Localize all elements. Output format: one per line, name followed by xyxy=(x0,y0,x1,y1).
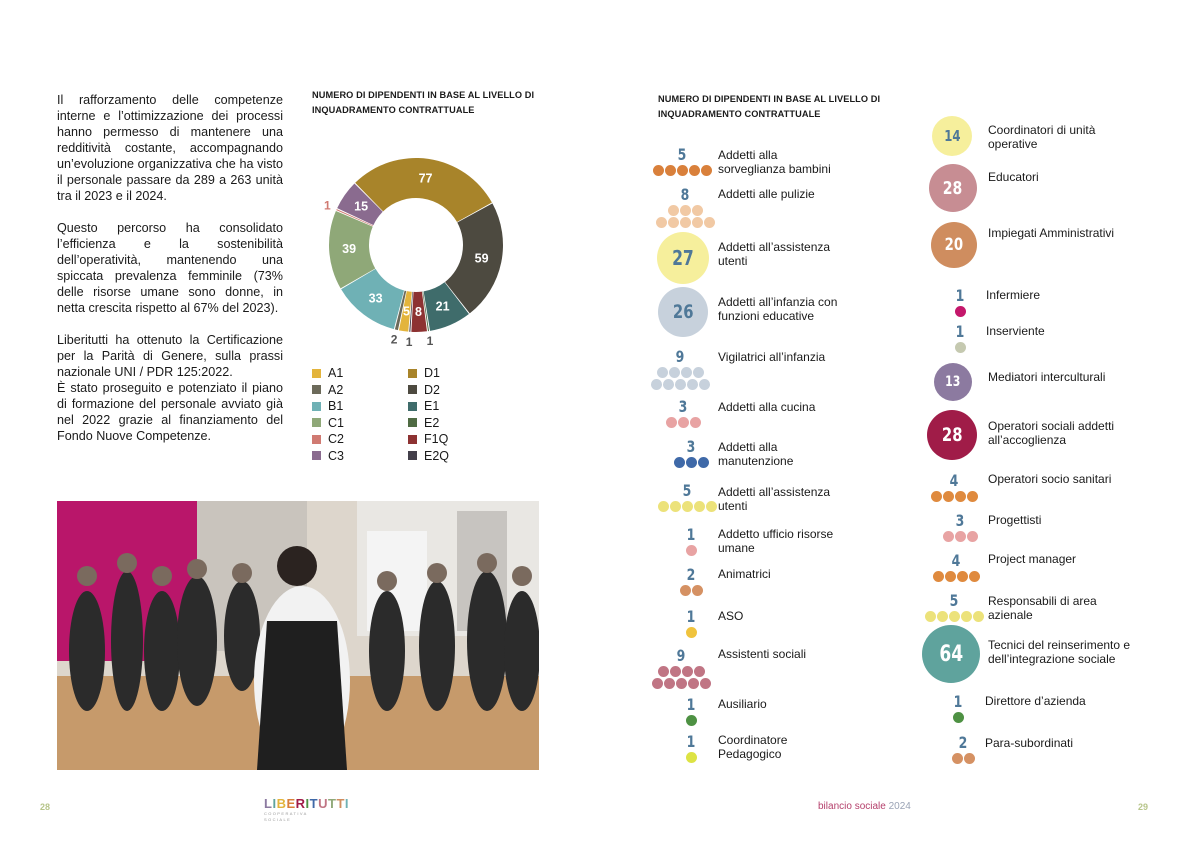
role-count: 4 xyxy=(951,551,961,570)
logo-wordmark xyxy=(264,796,350,811)
role-dot xyxy=(688,678,699,689)
legend-item-e2 xyxy=(408,416,439,430)
intro-paragraph: Il rafforzamento delle competenze interne e l’ottimizzazione dei processi hanno permesso di mantenere una redditività costante, accompagnando un’evoluzione organizzativa che ha visto il personale passare da 289 a 263 unità tra il 2023 e il 2024. xyxy=(57,93,283,203)
logo-letter: T xyxy=(328,796,337,811)
legend-item-a1 xyxy=(312,366,343,380)
role-dots xyxy=(942,530,978,542)
role-dots xyxy=(673,456,709,468)
page-number-right: 29 xyxy=(1138,802,1149,812)
role-label: Vigilatrici all’infanzia xyxy=(718,350,826,364)
dot-row xyxy=(655,216,715,228)
role-dot xyxy=(689,165,700,176)
role-dot xyxy=(964,753,975,764)
page-number-left: 28 xyxy=(40,802,51,812)
role-label: Addetti all’assistenza utenti xyxy=(718,485,831,513)
dot-row xyxy=(952,711,964,723)
role-dot xyxy=(680,205,691,216)
dot-row xyxy=(650,378,710,390)
role-dot xyxy=(937,611,948,622)
role-dot xyxy=(955,531,966,542)
legend-item-e1 xyxy=(408,399,439,413)
donut-slice-label: 8 xyxy=(414,304,422,319)
role-count-bubble xyxy=(931,222,977,268)
role-count: 20 xyxy=(944,235,964,255)
role-dots xyxy=(952,711,964,723)
legend-swatch xyxy=(408,418,417,427)
legend-swatch xyxy=(312,369,321,378)
role-count: 14 xyxy=(943,127,961,145)
liberitutti-logo xyxy=(264,796,350,822)
legend-swatch xyxy=(312,418,321,427)
role-dot xyxy=(692,217,703,228)
role-label: Impiegati Amministrativi xyxy=(988,226,1115,240)
role-dot xyxy=(943,531,954,542)
dot-row xyxy=(951,752,975,764)
logo-letter: I xyxy=(344,796,350,811)
role-dot xyxy=(680,217,691,228)
dot-row xyxy=(685,714,697,726)
role-dot xyxy=(957,571,968,582)
role-label: Direttore d’azienda xyxy=(985,694,1086,708)
dot-row xyxy=(930,490,978,502)
legend-label: A2 xyxy=(328,382,344,397)
role-count: 5 xyxy=(949,591,959,610)
role-dot xyxy=(682,501,693,512)
role-dot xyxy=(678,417,689,428)
role-dot xyxy=(686,457,697,468)
role-count: 1 xyxy=(686,525,696,544)
dot-row xyxy=(954,305,966,317)
role-count: 8 xyxy=(680,185,690,204)
role-label: Addetti alla manutenzione xyxy=(718,440,794,468)
role-label: Addetto ufficio risorse umane xyxy=(718,527,834,555)
legend-label: D1 xyxy=(424,366,440,380)
role-dots xyxy=(652,164,712,176)
role-dot xyxy=(669,367,680,378)
legend-label: D2 xyxy=(424,382,440,397)
role-label: Infermiere xyxy=(986,288,1041,302)
legend-swatch xyxy=(408,385,417,394)
role-dot xyxy=(686,715,697,726)
role-dot xyxy=(681,367,692,378)
dot-row xyxy=(679,584,703,596)
role-label: Tecnici del reinserimento e dell’integrazione sociale xyxy=(988,638,1131,666)
role-dot xyxy=(675,379,686,390)
logo-letter: T xyxy=(309,796,319,811)
role-dot xyxy=(686,627,697,638)
donut-slice-label: 39 xyxy=(342,242,357,257)
logo-letter: I xyxy=(305,796,310,811)
role-dot xyxy=(973,611,984,622)
role-count: 28 xyxy=(943,177,963,199)
role-count: 3 xyxy=(686,437,696,456)
role-dot xyxy=(943,491,954,502)
dot-row xyxy=(665,416,701,428)
role-label: Coordinatore Pedagogico xyxy=(718,733,788,761)
role-count: 5 xyxy=(682,481,692,500)
dot-row xyxy=(932,570,980,582)
role-count: 5 xyxy=(677,145,687,164)
role-dot xyxy=(690,417,701,428)
role-count-bubble xyxy=(922,625,980,683)
role-dots xyxy=(685,626,697,638)
role-dot xyxy=(953,712,964,723)
role-label: Coordinatori di unità operative xyxy=(988,123,1096,151)
role-dot xyxy=(676,678,687,689)
legend-swatch xyxy=(408,402,417,411)
role-label: Mediatori interculturali xyxy=(988,370,1106,384)
legend-label: E1 xyxy=(424,399,440,413)
role-dot xyxy=(693,367,704,378)
dot-row xyxy=(657,500,717,512)
legend-item-e2q xyxy=(408,449,449,463)
role-count: 2 xyxy=(686,565,696,584)
donut-slice-label: 77 xyxy=(418,171,433,186)
role-label: Ausiliario xyxy=(718,697,767,711)
role-dots xyxy=(685,714,697,726)
report-title: bilancio sociale xyxy=(818,801,886,812)
role-label: Addetti all’assistenza utenti xyxy=(718,240,831,268)
role-dots xyxy=(951,752,975,764)
role-dot xyxy=(668,205,679,216)
legend-item-d1 xyxy=(408,366,440,380)
role-dot xyxy=(706,501,717,512)
donut-chart-title: NUMERO DI DIPENDENTI IN BASE AL LIVELLO DI INQUADRAMENTO CONTRATTUALE xyxy=(312,90,535,115)
role-label: Responsabili di area azienale xyxy=(988,594,1097,622)
logo-letter: I xyxy=(272,796,277,811)
role-label: Educatori xyxy=(988,170,1039,184)
role-dot xyxy=(933,571,944,582)
role-dot xyxy=(677,165,688,176)
logo-letter: R xyxy=(295,796,306,811)
role-label: Addetti all’infanzia con funzioni educative xyxy=(718,295,838,323)
role-dot xyxy=(666,417,677,428)
role-dot xyxy=(955,342,966,353)
logo-tagline: COOPERATIVA SOCIALE xyxy=(264,811,308,822)
legend-item-a2 xyxy=(312,383,343,397)
role-count-bubble xyxy=(932,116,972,156)
legend-item-c1 xyxy=(312,416,344,430)
role-count: 2 xyxy=(958,733,968,752)
role-dots xyxy=(685,751,697,763)
role-count: 28 xyxy=(941,424,963,446)
logo-letter: E xyxy=(286,796,296,811)
legend-swatch xyxy=(312,402,321,411)
intro-paragraph: Liberitutti ha ottenuto la Certificazione per la Parità di Genere, sulla prassi nazionale UNI / PDR 125:2022. xyxy=(57,333,283,379)
role-dot xyxy=(955,306,966,317)
logo-letter: B xyxy=(276,796,287,811)
dot-row xyxy=(685,544,697,556)
role-dot xyxy=(945,571,956,582)
role-count: 64 xyxy=(939,641,963,667)
legend-label: E2 xyxy=(424,415,440,430)
legend-swatch xyxy=(312,435,321,444)
role-count: 26 xyxy=(672,301,694,323)
role-label: Operatori socio sanitari xyxy=(988,472,1112,486)
role-dot xyxy=(699,379,710,390)
role-dots xyxy=(679,584,703,596)
role-dot xyxy=(967,531,978,542)
role-dot xyxy=(663,379,674,390)
legend-swatch xyxy=(312,451,321,460)
role-dot xyxy=(653,165,664,176)
role-dot xyxy=(686,752,697,763)
role-label: Project manager xyxy=(988,552,1077,566)
legend-item-b1 xyxy=(312,399,343,413)
report-label xyxy=(818,801,911,812)
role-dot xyxy=(694,501,705,512)
role-count: 1 xyxy=(686,695,696,714)
dot-row xyxy=(651,677,711,689)
role-label: Inserviente xyxy=(986,324,1045,338)
donut-slice-label: 1 xyxy=(405,334,413,349)
legend-label: C1 xyxy=(328,415,344,430)
role-count-bubble xyxy=(927,410,977,460)
legend-item-d2 xyxy=(408,383,440,397)
role-dots xyxy=(685,544,697,556)
logo-letter: U xyxy=(318,796,328,811)
role-count: 13 xyxy=(945,374,961,390)
legend-item-f1q xyxy=(408,432,448,446)
dot-row xyxy=(652,164,712,176)
donut-slice-label: 2 xyxy=(390,332,398,347)
role-count: 9 xyxy=(675,347,685,366)
donut-slice-label: 15 xyxy=(354,199,369,214)
role-dot xyxy=(704,217,715,228)
role-dot xyxy=(687,379,698,390)
role-dots xyxy=(651,665,711,689)
role-count: 3 xyxy=(678,397,688,416)
role-dots xyxy=(665,416,701,428)
role-count-bubble xyxy=(657,232,709,284)
donut-legend xyxy=(312,366,492,466)
role-count: 1 xyxy=(953,692,963,711)
donut-chart xyxy=(300,140,530,350)
role-dots xyxy=(932,570,980,582)
dot-row xyxy=(657,665,705,677)
role-label: Progettisti xyxy=(988,513,1042,527)
donut-slice-label: 1 xyxy=(324,198,331,213)
role-count: 1 xyxy=(955,286,965,305)
role-label: Operatori sociali addetti all’accoglienza xyxy=(988,419,1115,447)
donut-slice-label: 21 xyxy=(435,299,450,314)
logo-letter: T xyxy=(336,796,345,811)
role-dot xyxy=(700,678,711,689)
role-count: 4 xyxy=(949,471,959,490)
donut-slice-label: 59 xyxy=(474,251,489,266)
report-year: 2024 xyxy=(888,801,911,812)
role-label: Addetti alla cucina xyxy=(718,400,816,414)
dot-row xyxy=(924,610,984,622)
role-dot xyxy=(674,457,685,468)
role-dot xyxy=(698,457,709,468)
donut-slice-label: 33 xyxy=(368,291,383,306)
role-dot xyxy=(668,217,679,228)
legend-label: A1 xyxy=(328,366,344,380)
role-dot xyxy=(665,165,676,176)
role-dot xyxy=(656,217,667,228)
group-photo-illustration xyxy=(57,501,539,770)
role-count: 1 xyxy=(955,322,965,341)
legend-label: C3 xyxy=(328,448,344,463)
role-dot xyxy=(949,611,960,622)
role-dots xyxy=(930,490,978,502)
donut-slice-label: 5 xyxy=(402,304,410,319)
role-dot xyxy=(670,501,681,512)
legend-swatch xyxy=(408,369,417,378)
dot-row xyxy=(942,530,978,542)
role-label: Para-subordinati xyxy=(985,736,1074,750)
role-dot xyxy=(651,379,662,390)
role-count: 1 xyxy=(686,732,696,751)
role-dot xyxy=(652,678,663,689)
role-count: 27 xyxy=(672,246,694,270)
role-dot xyxy=(686,545,697,556)
intro-paragraph: Questo percorso ha consolidato l’efficienza e la sostenibilità dell’operatività, mantenendo una spiccata prevalenza femminile (73% delle risorse umane sono donne, in netta crescita rispetto al 67% del 2023). xyxy=(57,221,283,315)
role-dot xyxy=(694,666,705,677)
dot-row xyxy=(954,341,966,353)
legend-item-c3 xyxy=(312,449,344,463)
roles-chart-title: NUMERO DI DIPENDENTI IN BASE AL LIVELLO DI INQUADRAMENTO CONTRATTUALE xyxy=(658,94,881,119)
role-dots xyxy=(657,500,717,512)
legend-swatch xyxy=(408,435,417,444)
role-count-bubble xyxy=(929,164,977,212)
dot-row xyxy=(667,204,703,216)
role-count-bubble xyxy=(934,363,972,401)
dot-row xyxy=(656,366,704,378)
role-dot xyxy=(931,491,942,502)
legend-label: C2 xyxy=(328,432,344,446)
role-label: Assistenti sociali xyxy=(718,647,807,661)
role-label: ASO xyxy=(718,609,744,623)
role-dot xyxy=(692,585,703,596)
intro-text xyxy=(57,92,283,460)
role-dots xyxy=(954,305,966,317)
role-label: Addetti alle pulizie xyxy=(718,187,815,201)
role-count: 1 xyxy=(686,607,696,626)
role-dot xyxy=(680,585,691,596)
role-dot xyxy=(952,753,963,764)
role-dots xyxy=(954,341,966,353)
role-dots xyxy=(924,610,984,622)
donut-slice-label: 1 xyxy=(426,333,434,348)
legend-label: B1 xyxy=(328,399,344,413)
role-dot xyxy=(969,571,980,582)
role-label: Animatrici xyxy=(718,567,771,581)
legend-swatch xyxy=(408,451,417,460)
legend-label: E2Q xyxy=(424,448,450,463)
role-count-bubble xyxy=(658,287,708,337)
role-dot xyxy=(657,367,668,378)
group-photo xyxy=(57,501,539,770)
role-dot xyxy=(682,666,693,677)
role-dot xyxy=(658,501,669,512)
role-dots xyxy=(650,366,710,390)
legend-label: F1Q xyxy=(424,432,449,446)
intro-paragraph: È stato proseguito e potenziato il piano di formazione del personale avviato già nel 2022 grazie al finanziamento del Fondo Nuove Competenze. xyxy=(57,381,283,443)
role-dot xyxy=(955,491,966,502)
dot-row xyxy=(673,456,709,468)
role-dot xyxy=(670,666,681,677)
legend-swatch xyxy=(312,385,321,394)
role-count: 9 xyxy=(676,646,686,665)
legend-item-c2 xyxy=(312,432,344,446)
logo-letter: L xyxy=(264,796,273,811)
role-dot xyxy=(658,666,669,677)
role-dot xyxy=(967,491,978,502)
dot-row xyxy=(685,751,697,763)
dot-row xyxy=(685,626,697,638)
role-count: 3 xyxy=(955,511,965,530)
role-dot xyxy=(961,611,972,622)
role-label: Addetti alla sorveglianza bambini xyxy=(718,148,831,176)
role-dot xyxy=(701,165,712,176)
role-dot xyxy=(925,611,936,622)
role-dots xyxy=(655,204,715,228)
role-dot xyxy=(692,205,703,216)
role-dot xyxy=(664,678,675,689)
